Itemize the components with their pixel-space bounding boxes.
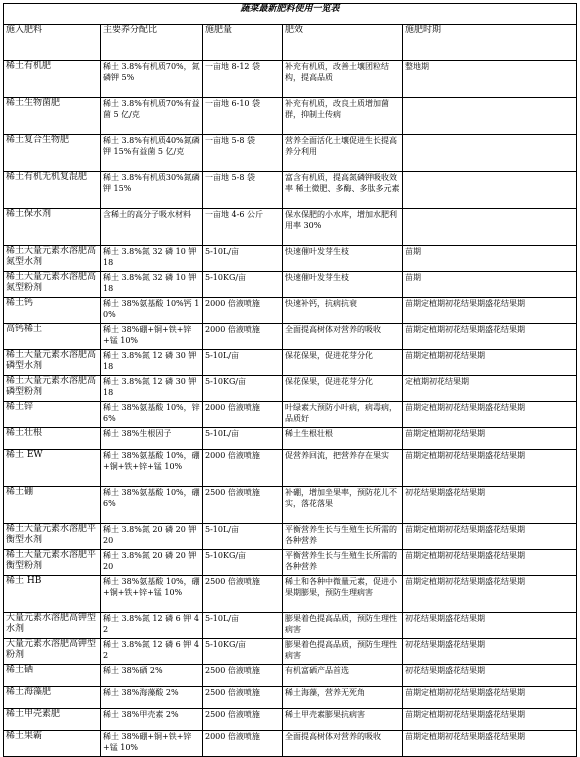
fertilizer-effect: 稀土和各种中微量元素，促进小果期膨果，预防生理病害 <box>283 576 403 613</box>
header-row <box>4 25 577 61</box>
fertilizer-name: 大量元素水溶肥高钾型粉剂 <box>4 639 101 665</box>
application-period: 初花结果期盛花结果期 <box>403 487 577 524</box>
fertilizer-effect: 全面提高树体对营养的吸收 <box>283 731 403 757</box>
table-row <box>4 450 577 487</box>
table-row <box>4 61 577 98</box>
fertilizer-effect: 有机富硒产品首选 <box>283 665 403 687</box>
nutrient-ratio: 稀土 3.8%有机质30%氮磷钾 15% <box>101 172 203 209</box>
application-period: 初花结果期盛花结果期 <box>403 613 577 639</box>
table-row <box>4 246 577 272</box>
table-row <box>4 687 577 709</box>
table-row <box>4 350 577 376</box>
table-row <box>4 98 577 135</box>
application-amount: 一亩地 5-8 袋 <box>203 135 283 172</box>
application-amount: 2000 倍液喷施 <box>203 402 283 428</box>
fertilizer-name: 稀土硒 <box>4 665 101 687</box>
fertilizer-name: 稀土大量元素水溶肥高磷型粉剂 <box>4 376 101 402</box>
application-amount: 5-10L/亩 <box>203 613 283 639</box>
fertilizer-effect: 快速催叶发芽生枝 <box>283 272 403 298</box>
document-page <box>3 3 576 757</box>
application-period: 苗期定植期初花结果期盛花结果期 <box>403 731 577 757</box>
application-amount: 一亩地 6-10 袋 <box>203 98 283 135</box>
nutrient-ratio: 稀土 3.8%氮 12 磷 30 钾 18 <box>101 376 203 402</box>
fertilizer-name: 稀土硼 <box>4 487 101 524</box>
application-period: 初花结果期盛花结果期 <box>403 639 577 665</box>
nutrient-ratio: 稀土 3.8%有机质70%，氮磷钾 5% <box>101 61 203 98</box>
application-amount: 2000 倍液喷施 <box>203 450 283 487</box>
nutrient-ratio: 稀土 38%氨基酸 10%，硼+铜+铁+锌+锰 10% <box>101 450 203 487</box>
nutrient-ratio: 稀土 38%氨基酸 10%，锌 6% <box>101 402 203 428</box>
nutrient-ratio: 稀土 38%硼+铜+铁+锌+锰 10% <box>101 324 203 350</box>
application-period <box>403 209 577 246</box>
application-period <box>403 172 577 209</box>
application-period: 苗期定植期初花结果期盛花结果期 <box>403 450 577 487</box>
fertilizer-name: 稀土有机肥 <box>4 61 101 98</box>
application-period: 苗期定植期初花结果期盛花结果期 <box>403 298 577 324</box>
fertilizer-name: 稀土大量元素水溶肥平衡型水剂 <box>4 524 101 550</box>
table-row <box>4 550 577 576</box>
nutrient-ratio: 稀土 38%海藻酸 2% <box>101 687 203 709</box>
fertilizer-effect: 平衡营养生长与生殖生长所需的各种营养 <box>283 524 403 550</box>
title-row <box>4 4 577 25</box>
application-period <box>403 98 577 135</box>
application-amount: 一亩地 8-12 袋 <box>203 61 283 98</box>
application-period <box>403 135 577 172</box>
table-row <box>4 665 577 687</box>
fertilizer-name: 稀土海藻肥 <box>4 687 101 709</box>
table-row <box>4 298 577 324</box>
nutrient-ratio: 稀土 3.8%氮 32 磷 10 钾 18 <box>101 272 203 298</box>
fertilizer-name: 稀土钙 <box>4 298 101 324</box>
nutrient-ratio: 稀土 3.8%有机质70%有益菌 5 亿/克 <box>101 98 203 135</box>
fertilizer-effect: 快速补钙，抗病抗衰 <box>283 298 403 324</box>
application-amount: 5-10L/亩 <box>203 350 283 376</box>
nutrient-ratio: 稀土 38%生根因子 <box>101 428 203 450</box>
table-row <box>4 209 577 246</box>
fertilizer-name: 稀土大量元素水溶肥高氮型粉剂 <box>4 272 101 298</box>
application-period: 初花结果期盛花结果期 <box>403 665 577 687</box>
fertilizer-effect: 膨果着色提高品质，预防生理性病害 <box>283 639 403 665</box>
fertilizer-name: 高钙稀土 <box>4 324 101 350</box>
application-period: 苗期定植期初花结果期盛花结果期 <box>403 324 577 350</box>
application-amount: 5-10L/亩 <box>203 246 283 272</box>
application-period: 苗期定植期初花结果期 <box>403 350 577 376</box>
fertilizer-name: 大量元素水溶肥高钾型水剂 <box>4 613 101 639</box>
nutrient-ratio: 稀土 38%硼+铜+铁+锌+锰 10% <box>101 731 203 757</box>
fertilizer-effect: 稀土生根壮根 <box>283 428 403 450</box>
fertilizer-name: 稀土保水剂 <box>4 209 101 246</box>
table-row <box>4 272 577 298</box>
nutrient-ratio: 稀土 3.8%氮 20 磷 20 钾 20 <box>101 524 203 550</box>
header-nutrient-ratio: 主要养分配比 <box>101 25 203 61</box>
table-row <box>4 709 577 731</box>
fertilizer-name: 稀土锌 <box>4 402 101 428</box>
fertilizer-name: 稀土大量元素水溶肥平衡型粉剂 <box>4 550 101 576</box>
nutrient-ratio: 稀土 3.8%氮 12 磷 6 钾 42 <box>101 639 203 665</box>
nutrient-ratio: 稀土 3.8%有机质40%氮磷钾 15%有益菌 5 亿/克 <box>101 135 203 172</box>
application-period: 整地期 <box>403 61 577 98</box>
fertilizer-table <box>3 3 577 757</box>
application-amount: 2500 倍液喷施 <box>203 487 283 524</box>
table-row <box>4 576 577 613</box>
nutrient-ratio: 稀土 38%氨基酸 10%钙 10% <box>101 298 203 324</box>
application-amount: 5-10L/亩 <box>203 428 283 450</box>
table-row <box>4 135 577 172</box>
fertilizer-effect: 全面提高树体对营养的吸收 <box>283 324 403 350</box>
fertilizer-name: 稀土壮根 <box>4 428 101 450</box>
nutrient-ratio: 稀土 3.8%氮 12 磷 30 钾 18 <box>101 350 203 376</box>
application-amount: 5-10KG/亩 <box>203 550 283 576</box>
nutrient-ratio: 稀土 38%氨基酸 10%，硼 6% <box>101 487 203 524</box>
application-amount: 2000 倍液喷施 <box>203 324 283 350</box>
nutrient-ratio: 稀土 38%氨基酸 10%，硼+铜+铁+锌+锰 10% <box>101 576 203 613</box>
application-period: 苗期定植期初花结果期盛花结果期 <box>403 576 577 613</box>
application-amount: 5-10L/亩 <box>203 524 283 550</box>
application-amount: 2500 倍液喷施 <box>203 687 283 709</box>
header-fertilizer: 施入肥料 <box>4 25 101 61</box>
fertilizer-name: 稀土复合生物肥 <box>4 135 101 172</box>
fertilizer-effect: 促营养回流，把营养存在果实 <box>283 450 403 487</box>
table-row <box>4 524 577 550</box>
table-row <box>4 324 577 350</box>
fertilizer-effect: 保水保肥的小水库，增加水肥利用率 30% <box>283 209 403 246</box>
fertilizer-name: 稀土甲壳素肥 <box>4 709 101 731</box>
fertilizer-effect: 富含有机质，提高氮磷钾吸收效率 稀土微肥、多酶、多肽多元素 <box>283 172 403 209</box>
fertilizer-name: 稀土大量元素水溶肥高氮型水剂 <box>4 246 101 272</box>
header-effect: 肥效 <box>283 25 403 61</box>
nutrient-ratio: 稀土 3.8%氮 20 磷 20 钾 20 <box>101 550 203 576</box>
table-row <box>4 376 577 402</box>
header-period: 施肥时期 <box>403 25 577 61</box>
application-period: 苗期定植期初花结果期盛花结果期 <box>403 524 577 550</box>
application-amount: 2500 倍液喷施 <box>203 665 283 687</box>
table-row <box>4 639 577 665</box>
table-row <box>4 731 577 757</box>
fertilizer-effect: 营养全面活化土壤促进生长提高养分利用 <box>283 135 403 172</box>
application-amount: 2000 倍液喷施 <box>203 298 283 324</box>
nutrient-ratio: 稀土 38%甲壳素 2% <box>101 709 203 731</box>
nutrient-ratio: 含稀土的高分子吸水材料 <box>101 209 203 246</box>
table-title: 蔬菜最新肥料使用一览表 <box>4 4 577 25</box>
header-amount: 施肥量 <box>203 25 283 61</box>
fertilizer-effect: 快速催叶发芽生枝 <box>283 246 403 272</box>
application-amount: 一亩地 5-8 袋 <box>203 172 283 209</box>
table-row <box>4 402 577 428</box>
application-amount: 一亩地 4-6 公斤 <box>203 209 283 246</box>
application-amount: 2500 倍液喷施 <box>203 709 283 731</box>
fertilizer-effect: 补充有机质，改善土壤团粒结构，提高品质 <box>283 61 403 98</box>
application-period: 苗期 <box>403 272 577 298</box>
application-period: 苗期 <box>403 246 577 272</box>
application-period: 苗期定植期初花结果期盛花结果期 <box>403 402 577 428</box>
table-row <box>4 172 577 209</box>
application-period: 苗期定植期初花结果期盛花结果期 <box>403 550 577 576</box>
fertilizer-effect: 膨果着色提高品质，预防生理性病害 <box>283 613 403 639</box>
nutrient-ratio: 稀土 3.8%氮 12 磷 6 钾 42 <box>101 613 203 639</box>
edge-mark <box>576 404 577 416</box>
fertilizer-name: 稀土有机无机复混肥 <box>4 172 101 209</box>
application-amount: 5-10KG/亩 <box>203 639 283 665</box>
table-row <box>4 487 577 524</box>
application-period: 苗期定植期初花结果期盛花结果期 <box>403 709 577 731</box>
fertilizer-effect: 补充有机质，改良土质增加菌群，抑制土传病 <box>283 98 403 135</box>
fertilizer-name: 稀土 HB <box>4 576 101 613</box>
fertilizer-effect: 保花保果，促进花芽分化 <box>283 376 403 402</box>
fertilizer-name: 稀土 EW <box>4 450 101 487</box>
fertilizer-effect: 保花保果，促进花芽分化 <box>283 350 403 376</box>
fertilizer-name: 稀土果霸 <box>4 731 101 757</box>
table-row <box>4 428 577 450</box>
application-period: 定植期初花结果期 <box>403 376 577 402</box>
table-row <box>4 613 577 639</box>
fertilizer-effect: 稀土海藻，营养无死角 <box>283 687 403 709</box>
application-period: 苗期定植期初花结果期盛花结果期 <box>403 687 577 709</box>
application-amount: 5-10KG/亩 <box>203 272 283 298</box>
fertilizer-name: 稀土大量元素水溶肥高磷型水剂 <box>4 350 101 376</box>
application-amount: 2000 倍液喷施 <box>203 731 283 757</box>
fertilizer-effect: 平衡营养生长与生殖生长所需的各种营养 <box>283 550 403 576</box>
fertilizer-effect: 叶绿素大预防小叶病，病毒病，品质好 <box>283 402 403 428</box>
nutrient-ratio: 稀土 38%硒 2% <box>101 665 203 687</box>
fertilizer-effect: 补硼，增加坐果率，预防花儿不实，落花落果 <box>283 487 403 524</box>
application-amount: 5-10KG/亩 <box>203 376 283 402</box>
application-period: 苗期定植期初花结果期 <box>403 428 577 450</box>
application-amount: 2500 倍液喷施 <box>203 576 283 613</box>
fertilizer-name: 稀土生物菌肥 <box>4 98 101 135</box>
nutrient-ratio: 稀土 3.8%氮 32 磷 10 钾 18 <box>101 246 203 272</box>
fertilizer-effect: 稀土甲壳素膨果抗病害 <box>283 709 403 731</box>
